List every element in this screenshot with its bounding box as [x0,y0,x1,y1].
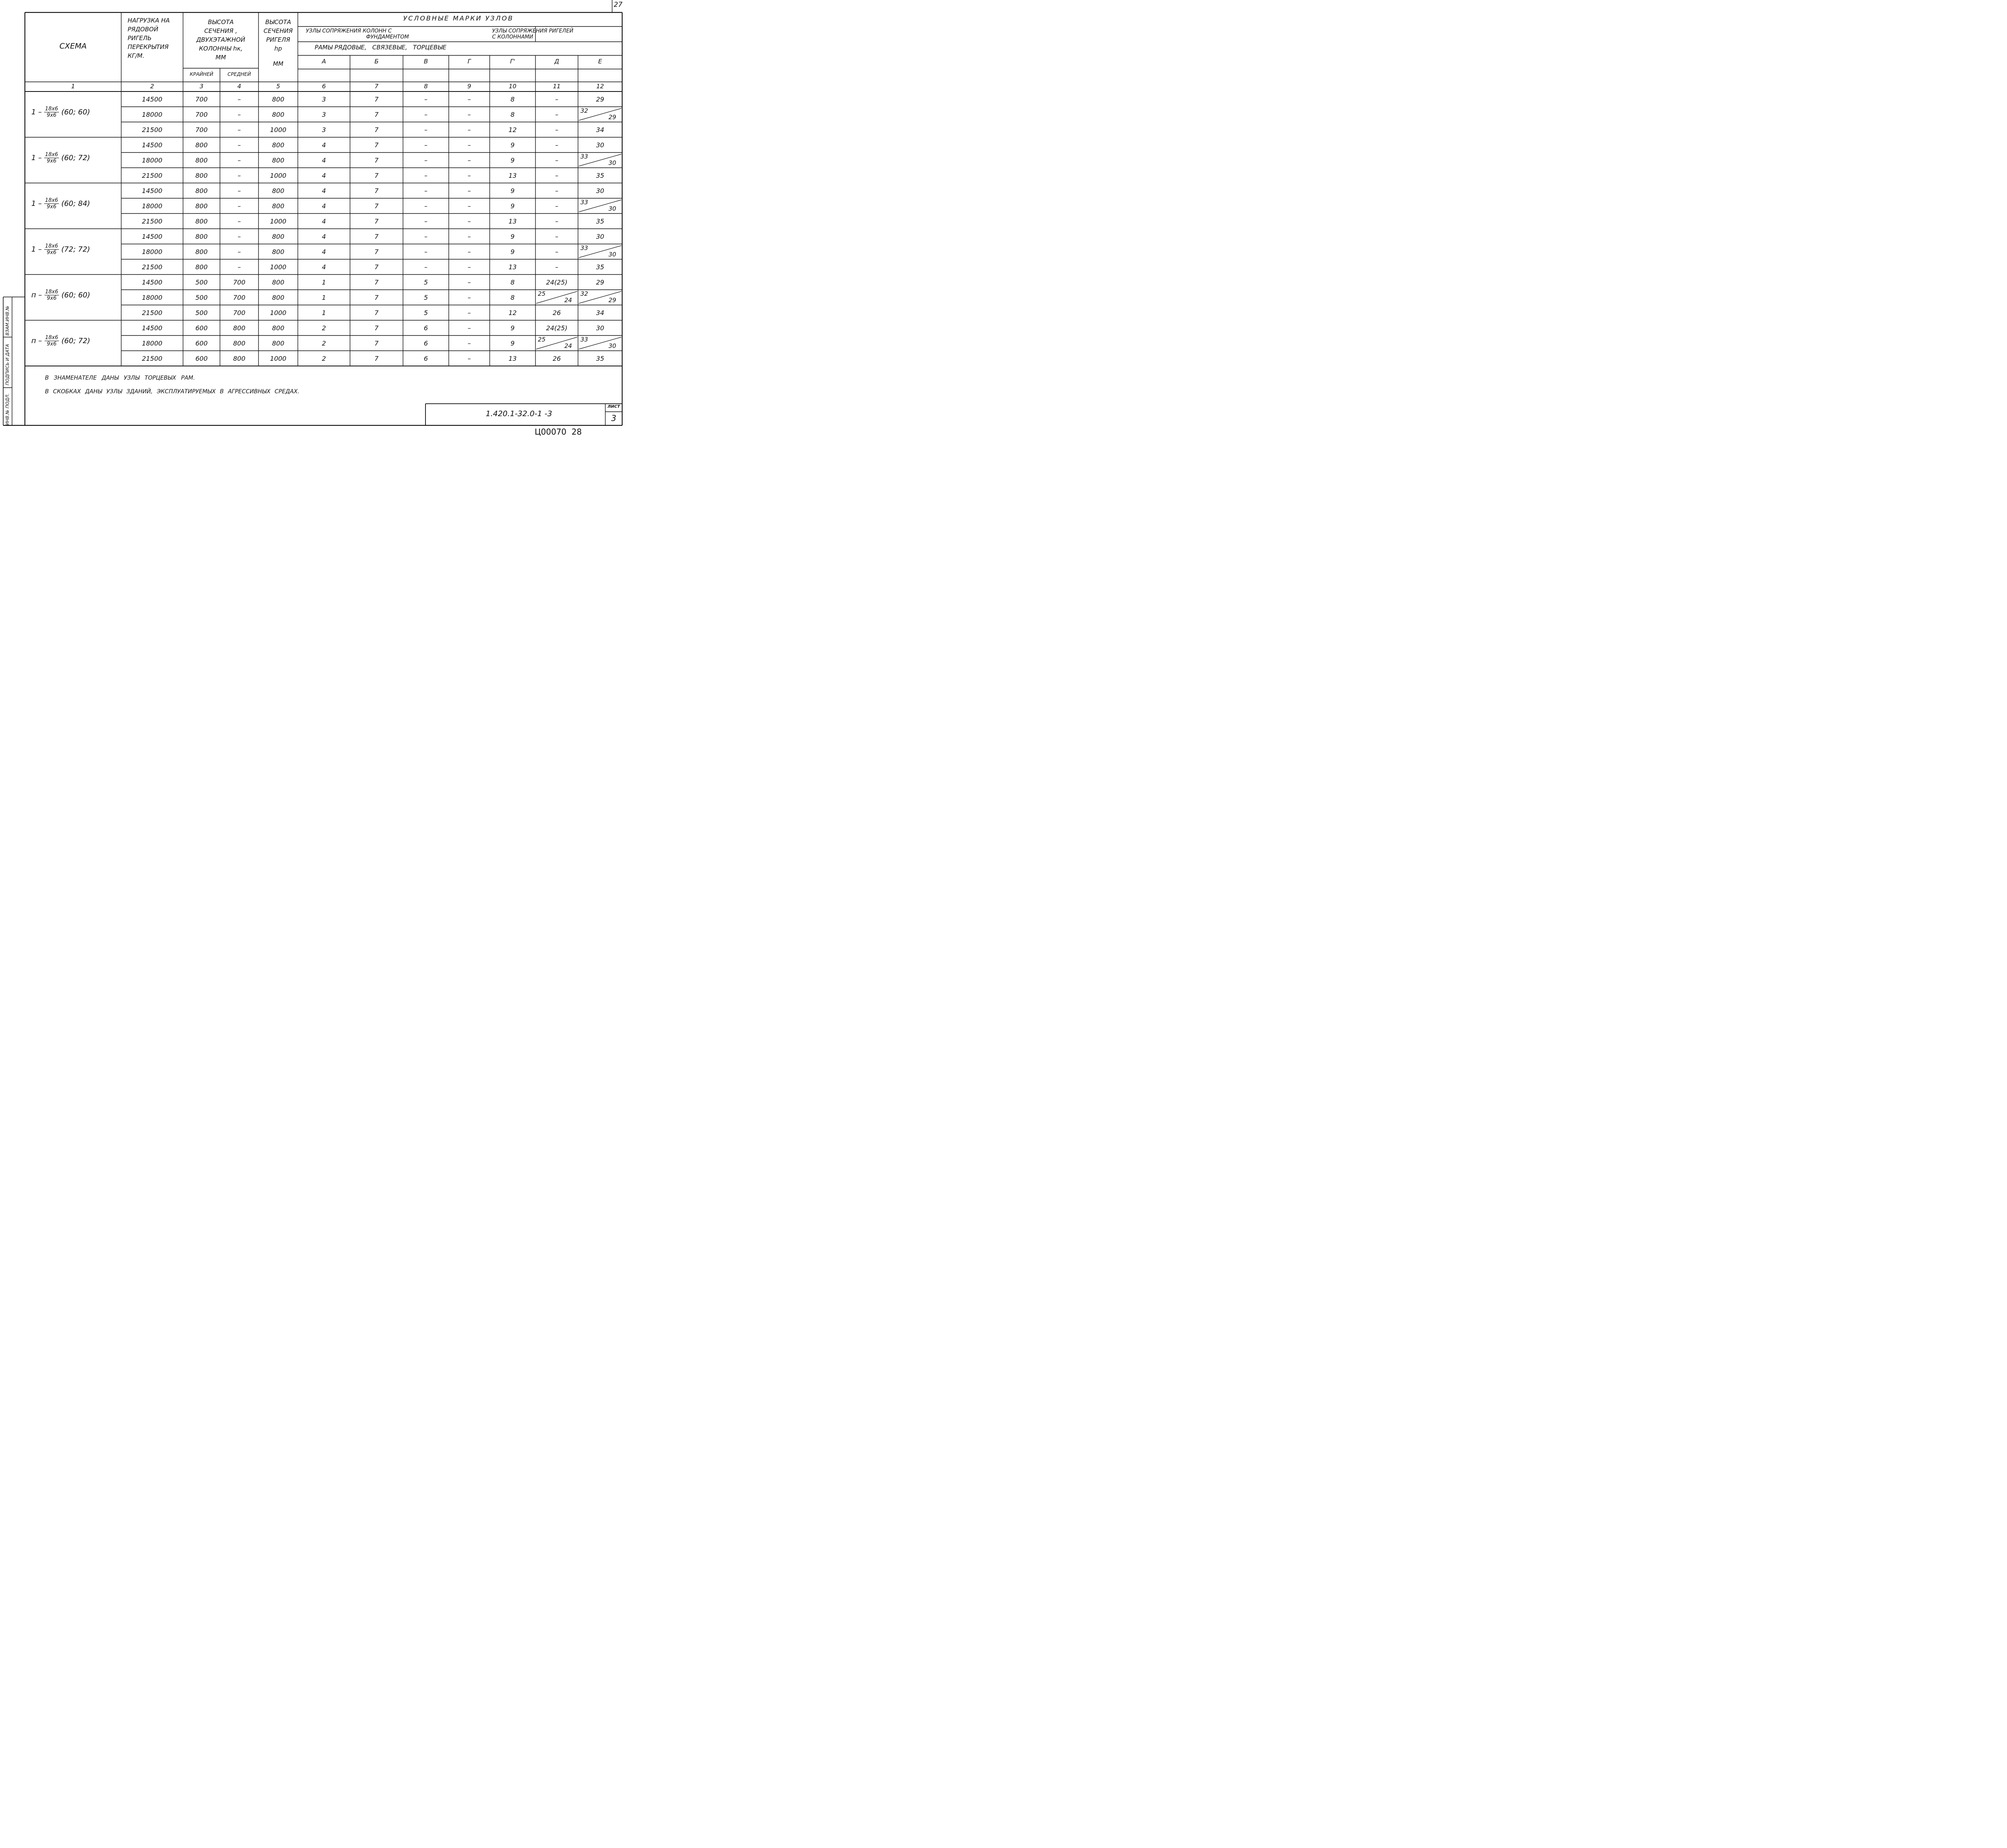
cell-mark-v: 5 [423,309,428,317]
cell-column-edge: 800 [195,157,208,164]
cell-mark-v: 5 [423,294,428,301]
column-number: 8 [424,83,428,90]
cell-load: 18000 [142,157,163,164]
cell-mark-v: – [424,218,427,225]
cell-column-middle: 800 [233,340,246,347]
cell-mark-v: – [424,248,427,256]
cell-column-middle: 800 [233,324,246,332]
scheme-denominator: 9x6 [47,295,57,301]
mark-letter: Д [554,58,559,65]
cell-mark-v: 6 [423,340,428,347]
cell-mark-b: 7 [374,324,379,332]
scheme-label [31,243,120,256]
cell-mark-b: 7 [374,248,379,256]
cell-column-edge: 500 [195,294,208,301]
scheme-denominator: 9x6 [47,112,57,118]
scheme-numerator: 18x6 [45,243,58,249]
scheme-label [31,335,120,347]
cell-mark-a: 1 [322,279,326,286]
cell-mark-g: – [468,263,471,271]
cell-column-edge: 800 [195,172,208,179]
cell-mark-g: – [468,294,471,301]
scheme-fraction [45,289,59,301]
scheme-numerator: 18x6 [45,106,58,112]
cell-mark-e: 35 [596,263,605,271]
header-marks-title: УСЛОВНЫЕ МАРКИ УЗЛОВ [403,14,514,22]
header-girder-height: ВЫСОТА СЕЧЕНИЯ РИГЕЛЯ hр ММ [263,18,293,67]
cell-column-middle: 700 [233,279,246,286]
side-stamp-replaced-inv: ВЗАМ.ИНВ.№ [5,305,10,335]
cell-mark-d-denominator: 24 [564,342,572,350]
cell-column-edge: 800 [195,248,208,256]
cell-mark-e-denominator: 29 [609,297,617,304]
cell-mark-g: – [468,141,471,149]
cell-mark-e-denominator: 30 [609,251,617,258]
cell-mark-e-denominator: 30 [609,205,617,212]
cell-mark-g1: 13 [508,218,517,225]
document-code: 1.420.1-32.0-1 -3 [486,409,552,418]
cell-load: 14500 [142,187,163,195]
cell-column-edge: 800 [195,233,208,240]
cell-load: 14500 [142,324,163,332]
cell-column-middle: – [238,218,241,225]
scheme-label [31,152,120,164]
column-number: 11 [553,83,561,90]
cell-mark-v: – [424,96,427,103]
cell-mark-b: 7 [374,126,379,134]
cell-mark-d: 26 [552,309,561,317]
cell-column-middle: – [238,157,241,164]
scheme-fraction [44,106,59,118]
mark-letter: Е [598,58,602,65]
sheet-label: ЛИСТ [607,405,620,409]
cell-mark-d: – [555,157,558,164]
cell-mark-a: 4 [322,202,326,210]
scheme-params: (60; 60) [61,291,90,299]
cell-mark-g: – [468,172,471,179]
cell-mark-v: 6 [423,324,428,332]
scheme-params: (60; 60) [61,108,90,116]
scheme-denominator: 9x6 [47,204,57,210]
cell-column-middle: 700 [233,294,246,301]
cell-column-middle: – [238,126,241,134]
cell-girder-height: 800 [272,340,285,347]
cell-mark-e-denominator: 30 [609,159,617,167]
cell-girder-height: 800 [272,157,285,164]
mark-letter: А [322,58,326,65]
scheme-numerator: 18x6 [45,335,59,341]
scheme-params: (72; 72) [61,245,90,254]
cell-mark-g: – [468,248,471,256]
scheme-numerator: 18x6 [45,152,58,158]
scheme-params: (60; 84) [61,199,90,208]
cell-mark-e: 35 [596,355,605,362]
cell-load: 21500 [142,263,163,271]
cell-column-edge: 500 [195,309,208,317]
mark-letter: Г' [510,58,515,65]
scheme-params: (60; 72) [61,154,90,162]
cell-mark-e-numerator: 32 [580,107,588,114]
cell-mark-g: – [468,233,471,240]
cell-column-edge: 500 [195,279,208,286]
column-number: 7 [375,83,379,90]
scheme-label [31,106,120,118]
cell-mark-v: – [424,141,427,149]
cell-mark-a: 3 [322,111,326,118]
cell-mark-d: 26 [552,355,561,362]
cell-mark-e: 35 [596,218,605,225]
cell-girder-height: 1000 [270,218,287,225]
cell-mark-g1: 13 [508,263,517,271]
scheme-prefix: 1 – [31,245,42,254]
cell-mark-e: 30 [596,141,605,149]
cell-girder-height: 800 [272,96,285,103]
cell-mark-g1: 13 [508,172,517,179]
cell-mark-g: – [468,279,471,286]
cell-column-edge: 800 [195,202,208,210]
cell-mark-v: – [424,172,427,179]
cell-girder-height: 800 [272,141,285,149]
cell-column-edge: 800 [195,141,208,149]
cell-mark-a: 1 [322,294,326,301]
cell-mark-d: – [555,248,558,256]
cell-mark-d: – [555,218,558,225]
cell-mark-g: – [468,202,471,210]
cell-mark-e: 30 [596,233,605,240]
cell-mark-d: – [555,172,558,179]
cell-mark-g: – [468,96,471,103]
cell-mark-d-numerator: 25 [538,290,546,297]
header-joints-girder: УЗЛЫ СОПРЯЖЕНИЯ РИГЕЛЕЙ С КОЛОННАМИ [492,28,574,40]
cell-column-edge: 800 [195,263,208,271]
cell-girder-height: 800 [272,279,285,286]
scheme-fraction [44,197,59,210]
cell-mark-d: – [555,233,558,240]
cell-girder-height: 1000 [270,126,287,134]
cell-mark-d: – [555,126,558,134]
cell-mark-v: 6 [423,355,428,362]
cell-mark-g: – [468,309,471,317]
cell-mark-g1: 9 [510,141,515,149]
scheme-fraction [44,152,59,164]
cell-mark-e: 34 [596,126,605,134]
scheme-params: (60; 72) [61,337,90,345]
cell-mark-e-denominator: 29 [609,114,617,121]
scheme-prefix: 1 – [31,154,42,162]
column-number: 4 [237,83,241,90]
scheme-fraction [44,243,59,256]
cell-mark-b: 7 [374,141,379,149]
cell-mark-b: 7 [374,309,379,317]
cell-load: 14500 [142,141,163,149]
cell-mark-g: – [468,340,471,347]
cell-mark-v: – [424,157,427,164]
cell-load: 14500 [142,96,163,103]
sheet-corner-number: 27 [614,1,623,9]
cell-load: 21500 [142,355,163,362]
sheet-number: 3 [611,413,617,423]
cell-column-edge: 700 [195,111,208,118]
cell-column-middle: 700 [233,309,246,317]
scheme-denominator: 9x6 [47,250,57,256]
cell-load: 18000 [142,294,163,301]
cell-mark-e-denominator: 30 [609,342,617,350]
cell-column-middle: – [238,263,241,271]
cell-mark-e-numerator: 33 [580,244,588,252]
cell-column-middle: – [238,111,241,118]
cell-mark-g: – [468,157,471,164]
cell-mark-b: 7 [374,96,379,103]
cell-mark-a: 4 [322,218,326,225]
cell-mark-d: – [555,111,558,118]
cell-mark-b: 7 [374,218,379,225]
cell-girder-height: 800 [272,324,285,332]
cell-mark-e: 30 [596,187,605,195]
cell-mark-d: 24(25) [546,324,568,332]
cell-mark-g1: 9 [510,187,515,195]
header-joints-foundation: УЗЛЫ СОПРЯЖЕНИЯ КОЛОНН С ФУНДАМЕНТОМ [306,28,409,40]
cell-mark-b: 7 [374,279,379,286]
cell-mark-b: 7 [374,340,379,347]
cell-column-edge: 800 [195,187,208,195]
header-frames: РАМЫ РЯДОВЫЕ, СВЯЗЕВЫЕ, ТОРЦЕВЫЕ [315,44,446,51]
cell-mark-a: 4 [322,141,326,149]
cell-mark-d-denominator: 24 [564,297,572,304]
cell-column-middle: 800 [233,355,246,362]
cell-mark-b: 7 [374,157,379,164]
cell-column-edge: 600 [195,355,208,362]
cell-column-middle: – [238,233,241,240]
cell-mark-g: – [468,111,471,118]
cell-mark-b: 7 [374,355,379,362]
cell-mark-d: 24(25) [546,279,568,286]
cell-mark-v: – [424,187,427,195]
scheme-denominator: 9x6 [47,158,57,164]
cell-mark-a: 4 [322,248,326,256]
cell-load: 14500 [142,233,163,240]
cell-girder-height: 1000 [270,263,287,271]
cell-mark-g1: 9 [510,340,515,347]
cell-mark-b: 7 [374,111,379,118]
cell-mark-e: 34 [596,309,605,317]
cell-mark-g1: 9 [510,157,515,164]
column-number: 9 [467,83,471,90]
cell-mark-v: – [424,202,427,210]
side-stamp-signature: ПОДПИСЬ И ДАТА [5,344,10,385]
cell-load: 21500 [142,172,163,179]
cell-mark-e-numerator: 33 [580,153,588,160]
scheme-label [31,197,120,210]
side-stamp-original-inv: ИНВ.№ ПОДЛ. [5,393,10,425]
cell-mark-g: – [468,126,471,134]
cell-mark-a: 4 [322,263,326,271]
cell-mark-b: 7 [374,233,379,240]
cell-load: 18000 [142,111,163,118]
cell-girder-height: 800 [272,233,285,240]
cell-mark-g: – [468,355,471,362]
cell-girder-height: 1000 [270,355,287,362]
cell-mark-b: 7 [374,172,379,179]
cell-column-middle: – [238,187,241,195]
cell-mark-g1: 12 [508,309,517,317]
header-load: НАГРУЗКА НА РЯДОВОЙ РИГЕЛЬ ПЕРЕКРЫТИЯ КГ/М. [128,17,170,59]
cell-load: 14500 [142,279,163,286]
cell-mark-g1: 12 [508,126,517,134]
cell-column-middle: – [238,202,241,210]
cell-mark-g: – [468,218,471,225]
cell-girder-height: 1000 [270,172,287,179]
cell-girder-height: 800 [272,187,285,195]
cell-mark-a: 1 [322,309,326,317]
cell-load: 18000 [142,340,163,347]
cell-mark-a: 4 [322,233,326,240]
scheme-fraction [45,335,59,347]
cell-mark-e: 35 [596,172,605,179]
cell-load: 21500 [142,309,163,317]
column-number: 3 [199,83,204,90]
cell-mark-g1: 8 [510,294,515,301]
cell-girder-height: 800 [272,202,285,210]
mark-letter: Б [374,58,379,65]
cell-column-edge: 700 [195,126,208,134]
cell-mark-a: 4 [322,157,326,164]
cell-mark-b: 7 [374,294,379,301]
cell-girder-height: 800 [272,111,285,118]
scheme-label [31,289,120,301]
cell-girder-height: 800 [272,294,285,301]
cell-mark-v: – [424,126,427,134]
cell-column-edge: 700 [195,96,208,103]
cell-girder-height: 800 [272,248,285,256]
cell-mark-g1: 9 [510,202,515,210]
cell-mark-d: – [555,202,558,210]
cell-mark-a: 4 [322,172,326,179]
cell-column-edge: 600 [195,340,208,347]
cell-mark-d: – [555,141,558,149]
cell-mark-e-numerator: 32 [580,290,588,297]
cell-mark-d: – [555,187,558,195]
scheme-prefix: 1 – [31,108,42,116]
cell-load: 21500 [142,218,163,225]
column-number: 1 [71,83,75,90]
cell-mark-b: 7 [374,263,379,271]
column-number: 5 [276,83,280,90]
cell-mark-a: 4 [322,187,326,195]
column-number: 10 [509,83,517,90]
cell-mark-g: – [468,187,471,195]
cell-load: 21500 [142,126,163,134]
cell-mark-b: 7 [374,187,379,195]
header-column-middle: СРЕДНЕЙ [227,71,251,77]
cell-mark-v: – [424,233,427,240]
cell-column-edge: 600 [195,324,208,332]
cell-mark-g1: 9 [510,248,515,256]
mark-letter: В [423,58,428,65]
cell-girder-height: 1000 [270,309,287,317]
note-2: В СКОБКАХ ДАНЫ УЗЛЫ ЗДАНИЙ, ЭКСПЛУАТИРУЕМЫХ В АГРЕССИВНЫХ СРЕДАХ. [45,388,299,395]
column-number: 2 [150,83,154,90]
cell-mark-g1: 8 [510,96,515,103]
cell-mark-g: – [468,324,471,332]
note-1: В ЗНАМЕНАТЕЛЕ ДАНЫ УЗЛЫ ТОРЦЕВЫХ РАМ. [45,375,195,381]
cell-column-edge: 800 [195,218,208,225]
cell-column-middle: – [238,141,241,149]
cell-mark-a: 3 [322,96,326,103]
cell-mark-g1: 8 [510,111,515,118]
cell-mark-g1: 9 [510,324,515,332]
archive-number: Ц00070 28 [535,427,582,437]
cell-mark-a: 2 [322,340,326,347]
cell-mark-d: – [555,96,558,103]
cell-column-middle: – [238,96,241,103]
cell-mark-g1: 9 [510,233,515,240]
cell-mark-a: 2 [322,324,326,332]
cell-mark-e: 29 [596,279,605,286]
cell-mark-e: 30 [596,324,605,332]
cell-mark-v: – [424,111,427,118]
scheme-numerator: 18x6 [45,289,59,295]
cell-mark-v: – [424,263,427,271]
scheme-prefix: 1 – [31,199,42,208]
cell-mark-g1: 8 [510,279,515,286]
column-number: 6 [322,83,326,90]
scheme-denominator: 9x6 [47,341,57,347]
cell-mark-v: 5 [423,279,428,286]
cell-mark-b: 7 [374,202,379,210]
scheme-prefix: п – [31,291,42,299]
header-scheme: СХЕМА [59,42,87,51]
cell-column-middle: – [238,172,241,179]
cell-load: 18000 [142,248,163,256]
header-column-height: ВЫСОТА СЕЧЕНИЯ , ДВУХЭТАЖНОЙ КОЛОННЫ hк, ММ [196,18,245,61]
cell-mark-e-numerator: 33 [580,336,588,343]
cell-mark-g1: 13 [508,355,517,362]
cell-mark-d: – [555,263,558,271]
cell-mark-e-numerator: 33 [580,199,588,206]
cell-mark-a: 3 [322,126,326,134]
column-number: 12 [596,83,604,90]
cell-mark-d-numerator: 25 [538,336,546,343]
cell-mark-e: 29 [596,96,605,103]
header-column-edge: КРАЙНЕЙ [189,71,214,77]
mark-letter: Г [467,58,471,65]
cell-load: 18000 [142,202,163,210]
scheme-prefix: п – [31,337,42,345]
cell-mark-a: 2 [322,355,326,362]
cell-column-middle: – [238,248,241,256]
scheme-numerator: 18x6 [45,197,58,203]
